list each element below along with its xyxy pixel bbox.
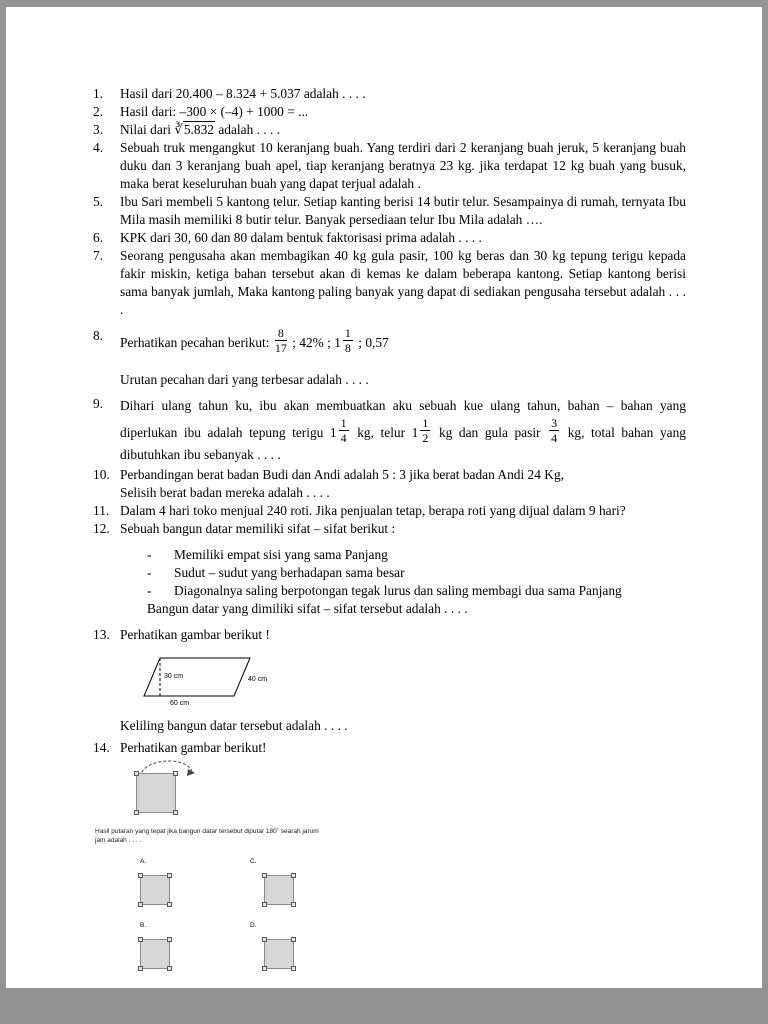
q8-separator: ; 42% ; 1 xyxy=(288,335,341,350)
bullet-dash: - xyxy=(147,547,152,563)
q8-second-line: Urutan pecahan dari yang terbesar adalah . . . . xyxy=(120,372,369,387)
question-5 xyxy=(93,193,686,229)
fraction-1-8: $\frac{1}{8}$ xyxy=(344,326,351,355)
question-number: 4. xyxy=(93,140,104,155)
fraction-1-2: $\frac{1}{2}$ xyxy=(422,416,429,445)
fraction-3-4: $\frac{3}{4}$ xyxy=(551,416,558,445)
q3-radicand: 5.832 xyxy=(183,122,214,137)
question-number: 7. xyxy=(93,248,104,263)
q13-intro: Perhatikan gambar berikut ! xyxy=(120,627,270,643)
corner-handle xyxy=(262,873,267,878)
q13-closing: Keliling bangun datar tersebut adalah . . . . xyxy=(120,718,348,734)
option-c xyxy=(250,853,390,905)
corner-handle xyxy=(134,810,139,815)
question-text: Hasil dari: –300 × (–4) + 1000 = ... xyxy=(120,104,309,119)
question-10 xyxy=(93,466,686,502)
q12-bullet-3 xyxy=(147,582,686,600)
question-text: KPK dari 30, 60 dan 80 dalam bentuk faktorisasi prima adalah . . . . xyxy=(120,230,482,245)
question-text: Dalam 4 hari toko menjual 240 roti. Jika penjualan tetap, berapa roti yang dijual dalam 9 hari? xyxy=(120,503,626,519)
q12-bullet-1 xyxy=(147,546,686,564)
q8-separator2: ; 0,57 xyxy=(354,335,389,350)
q3-prefix: Nilai dari xyxy=(120,122,175,137)
question-number: 14. xyxy=(93,740,110,756)
question-text xyxy=(120,327,686,389)
height-label: 30 cm xyxy=(164,673,184,681)
q3-suffix: adalah . . . . xyxy=(214,122,281,137)
cube-root-symbol: ∛ xyxy=(174,122,183,137)
bullet-text: Sudut – sudut yang berhadapan sama besar xyxy=(174,565,405,581)
document-page xyxy=(6,7,762,988)
q9-seg3: kg dan gula pasir xyxy=(432,424,548,440)
base-label: 60 cm xyxy=(170,700,190,708)
parallelogram-figure xyxy=(130,650,290,708)
option-c-label: C. xyxy=(250,858,257,866)
question-3 xyxy=(93,121,686,139)
question-text xyxy=(120,520,686,618)
bullet-dash: - xyxy=(147,565,152,581)
question-number: 12. xyxy=(93,521,110,537)
q12-intro: Sebuah bangun datar memiliki sifat – sifat berikut : xyxy=(120,521,396,537)
corner-handle xyxy=(167,966,172,971)
corner-handle xyxy=(291,902,296,907)
corner-handle xyxy=(262,966,267,971)
question-text: Seorang pengusaha akan membagikan 40 kg gula pasir, 100 kg beras dan 30 kg tepung terigu kepada fakir miskin, ketiga bahan tersebut akan di kemas ke dalam beberapa kantong. Setiap kantong berisi sama banyak jumlah, Maka kantong paling banyak yang dapat di sediakan pengusaha tersebut adalah . . . . xyxy=(120,248,686,317)
question-1 xyxy=(93,85,686,103)
question-number: 13. xyxy=(93,627,110,643)
option-b-label: B. xyxy=(140,922,147,930)
corner-handle xyxy=(138,902,143,907)
question-9 xyxy=(93,395,686,466)
corner-handle xyxy=(262,937,267,942)
option-b-square xyxy=(140,939,170,969)
option-d-square xyxy=(264,939,294,969)
corner-handle xyxy=(167,937,172,942)
corner-handle xyxy=(138,966,143,971)
question-text: Hasil dari 20.400 – 8.324 + 5.037 adalah . . . . xyxy=(120,86,366,101)
corner-handle xyxy=(291,937,296,942)
option-c-square xyxy=(264,875,294,905)
option-a xyxy=(140,853,250,905)
q14-caption: Hasil putaran yang tepat jika bangun datar tersebut diputar 180˚ searah jarum jam adalah . . . . xyxy=(95,828,319,845)
option-d-label: D. xyxy=(250,922,257,930)
corner-handle xyxy=(262,902,267,907)
corner-handle xyxy=(173,771,178,776)
question-number: 9. xyxy=(93,396,104,411)
question-number: 3. xyxy=(93,122,104,137)
question-number: 10. xyxy=(93,467,110,483)
corner-handle xyxy=(167,902,172,907)
bullet-dash: - xyxy=(147,583,152,599)
question-text xyxy=(120,466,686,502)
corner-handle xyxy=(138,873,143,878)
corner-handle xyxy=(167,873,172,878)
q9-seg4: kg, total bahan yang dibutuhkan ibu sebanyak . . . . xyxy=(120,424,686,463)
question-text xyxy=(120,395,686,466)
question-number: 6. xyxy=(93,230,104,245)
side-label: 40 cm xyxy=(248,676,268,684)
q12-bullet-2 xyxy=(147,564,686,582)
question-7 xyxy=(93,247,686,319)
question-text: Ibu Sari membeli 5 kantong telur. Setiap kanting berisi 14 butir telur. Sesampainya di rumah, ternyata Ibu Mila masih memiliki 8 butir telur. Banyak persediaan telur Ibu Mila adalah …. xyxy=(120,194,686,227)
question-13 xyxy=(93,626,686,735)
question-2 xyxy=(93,103,686,121)
question-12 xyxy=(93,520,686,618)
corner-handle xyxy=(134,771,139,776)
q9-seg1: Dihari ulang tahun ku, ibu akan membuatkan aku sebuah kue ulang tahun, bahan – bahan yang diperlukan ibu adalah tepung terigu 1 xyxy=(120,398,686,440)
q12-closing: Bangun datar yang dimiliki sifat – sifat tersebut adalah . . . . xyxy=(147,601,468,617)
question-number: 8. xyxy=(93,328,104,343)
question-4 xyxy=(93,139,686,193)
question-text: Sebuah truk mengangkut 10 keranjang buah. Yang terdiri dari 2 keranjang buah jeruk, 5 keranjang buah duku dan 3 keranjang buah apel, tiap keranjang beratnya 23 kg. jika terdapat 12 kg buah yang busuk, maka berat keseluruhan buah yang dapat terjual adalah . xyxy=(120,140,686,191)
option-a-label: A. xyxy=(140,858,147,866)
question-11 xyxy=(93,502,686,520)
main-square xyxy=(136,773,176,813)
q14-intro: Perhatikan gambar berikut! xyxy=(120,740,267,756)
corner-handle xyxy=(138,937,143,942)
question-number: 11. xyxy=(93,503,110,519)
q8-prefix: Perhatikan pecahan berikut: xyxy=(120,335,273,350)
option-a-square xyxy=(140,875,170,905)
bullet-text: Diagonalnya saling berpotongan tegak lurus dan saling membagi dua sama Panjang xyxy=(174,583,622,599)
question-number: 5. xyxy=(93,194,104,209)
fraction-8-17: $\frac{8}{17}$ xyxy=(274,326,287,355)
q9-seg2: kg, telur 1 xyxy=(350,424,419,440)
bullet-text: Memiliki empat sisi yang sama Panjang xyxy=(174,547,388,563)
question-8 xyxy=(93,327,686,389)
answer-options xyxy=(140,853,686,969)
question-number: 2. xyxy=(93,104,104,119)
rotation-figure xyxy=(136,761,266,821)
question-number: 1. xyxy=(93,86,104,101)
question-text xyxy=(120,626,686,735)
corner-handle xyxy=(291,966,296,971)
option-d xyxy=(250,917,390,969)
q10-line2: Selisih berat badan mereka adalah . . . . xyxy=(120,485,330,501)
question-6 xyxy=(93,229,686,247)
corner-handle xyxy=(291,873,296,878)
question-14 xyxy=(93,739,686,969)
corner-handle xyxy=(173,810,178,815)
fraction-1-4: $\frac{1}{4}$ xyxy=(340,416,347,445)
option-b xyxy=(140,917,250,969)
question-text xyxy=(120,121,686,139)
q10-line1: Perbandingan berat badan Budi dan Andi adalah 5 : 3 jika berat badan Andi 24 Kg, xyxy=(120,467,565,483)
